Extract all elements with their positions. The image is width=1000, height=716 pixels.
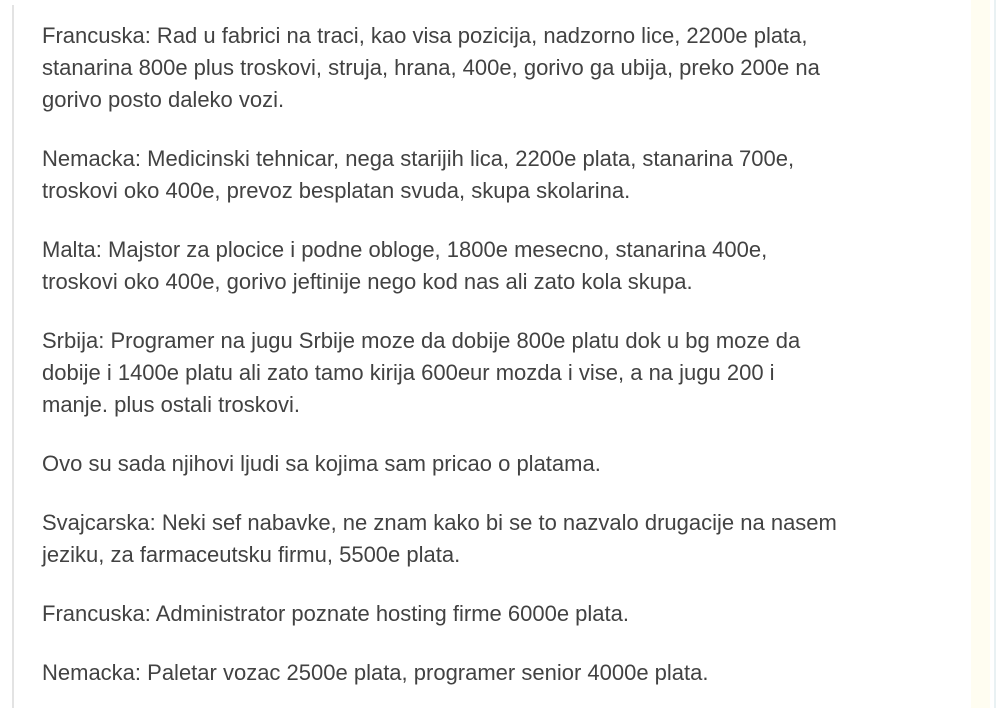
right-edge-line	[994, 0, 996, 708]
paragraph-uvod-njihovi-ljudi: Ovo su sada njihovi ljudi sa kojima sam pricao o platama.	[42, 451, 601, 476]
left-border-line	[12, 5, 14, 708]
paragraph-nemacka-tehnicar: Nemacka: Medicinski tehnicar, nega starijih lica, 2200e plata, stanarina 700e, troskovi oko 400e, prevoz besplatan svuda, skupa skolarina.	[42, 146, 795, 203]
paragraph-francuska-administrator: Francuska: Administrator poznate hosting firme 6000e plata.	[42, 601, 629, 626]
paragraph-malta-majstor: Malta: Majstor za plocice i podne obloge, 1800e mesecno, stanarina 400e, troskovi oko 400e, gorivo jeftinije nego kod nas ali zato kola skupa.	[42, 237, 768, 294]
paragraph-francuska-fabrika: Francuska: Rad u fabrici na traci, kao visa pozicija, nadzorno lice, 2200e plata, stanarina 800e plus troskovi, struja, hrana, 400e, gorivo ga ubija, preko 200e na gorivo posto daleko vozi.	[42, 23, 820, 112]
paragraph-srbija-programer: Srbija: Programer na jugu Srbije moze da dobije 800e platu dok u bg moze da dobije i 1400e platu ali zato tamo kirija 600eur mozda i vise, a na jugu 200 i manje. plus ostali troskovi.	[42, 328, 801, 417]
article-text-block	[42, 0, 842, 716]
right-edge-tint	[971, 0, 990, 708]
paragraph-nemacka-paletar: Nemacka: Paletar vozac 2500e plata, programer senior 4000e plata.	[42, 660, 709, 685]
paragraph-svajcarska-sef-nabavke: Svajcarska: Neki sef nabavke, ne znam kako bi se to nazvalo drugacije na nasem jeziku, za farmaceutsku firmu, 5500e plata.	[42, 510, 837, 567]
